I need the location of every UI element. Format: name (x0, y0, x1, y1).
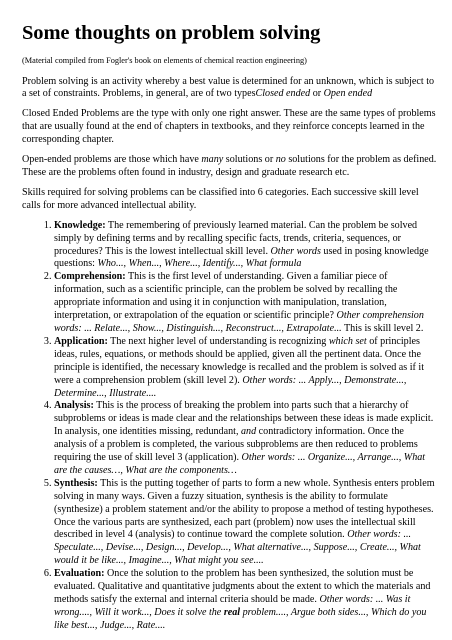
skill-level-name: Comprehension: (54, 271, 126, 283)
skill-level-evaluation (54, 568, 438, 633)
skill-level-words-label: and (241, 426, 257, 438)
skill-level-words: Other words: ... Speculate..., Devise..., Design..., Develop..., What alternative..., Suppose..., Create..., What would it be like..., Imagine..., What might you see.... (54, 529, 421, 567)
open-ended-text-2: solutions or (223, 154, 276, 166)
skill-level-text: The next higher level of understanding is recognizing (107, 335, 329, 347)
page-title: Some thoughts on problem solving (22, 22, 321, 44)
skill-level-text: : (78, 322, 85, 334)
open-ended-many: many (201, 154, 224, 166)
skills-intro-paragraph: Skills required for solving problems can be classified into 6 categories. Each successive skill level calls for more advanced intellectual ability. (22, 186, 419, 211)
intro-paragraph (22, 76, 438, 102)
skill-level-name: Evaluation: (54, 568, 105, 580)
skill-level-text: of principles ideas, rules, equations, or methods should be applied, given all the pertinent data. Once the principle is identified, the necessary knowledge is recalled and the problem is solved as if it were a comprehension problem (skill level 2). (54, 335, 424, 386)
skill-level-words: Other words: ... Was it wrong...., Will it work..., Does it solve the (54, 594, 411, 618)
skill-level-text: contradictory information. Once the analysis of a problem is completed, the various subproblems are then reduced to problems requiring the use of skill level 3 (application). (54, 426, 418, 464)
skill-level-text: This is the putting together of parts to form a new whole. Synthesis enters problem solving in many ways. Given a fuzzy situation, synthesis is the ability to formulate (synthesize) a problem statement and/or the ability to propose a method of testing hypotheses. Once the various parts are synthesized, each part (problem) now uses the intellectual skill described in level 4 (analysis) to continue toward the complete solution. (54, 477, 435, 541)
closed-ended-paragraph: Closed Ended Problems are the type with only one right answer. These are the same types of problems that are usually found at the end of chapters in textbooks, and they reinforce concepts learned in the corresponding chapter. (22, 108, 436, 146)
skill-level-words-label: Other comprehension words (54, 310, 424, 334)
skill-level-text: This is the process of breaking the problem into parts such that a hierarchy of subproblems or ideas is made clear and the relationships between these ideas is made explicit. In analysis, one identities missing, redundant, (54, 400, 434, 438)
open-ended-text-1: Open-ended problems are those which have (22, 154, 202, 166)
skill-level-words: Other words: ... Organize..., Arrange..., What are the causes…, What are the components… (54, 452, 426, 476)
skill-level-emphasis: real (223, 606, 241, 618)
skill-level-name: Synthesis: (54, 477, 98, 489)
skill-level-analysis (54, 400, 438, 477)
source-note: (Material compiled from Fogler's book on elements of chemical reaction engineering) (22, 55, 307, 65)
open-ended-term: Open ended (323, 88, 373, 100)
skill-level-comprehension (54, 271, 438, 336)
closed-ended-term: Closed ended (255, 88, 311, 100)
open-ended-no: no (275, 154, 286, 166)
skill-level-name: Application: (54, 335, 108, 347)
skill-level-synthesis (54, 478, 438, 568)
skill-level-words: problem...., Argue both sides..., Which do you like best..., Judge..., Rate.... (54, 606, 427, 631)
skill-level-text: Once the solution to the problem has been synthesized, the solution must be evaluated. Qualitative and quantitative judgments about the extent to which the materials and methods satisfy the external and internal criteria should be made. (54, 568, 431, 605)
skill-level-application (54, 336, 438, 401)
skill-level-knowledge (54, 220, 438, 272)
skill-level-words: Who..., When..., Where..., Identify..., What formula (97, 258, 302, 270)
skill-levels-list (22, 220, 438, 633)
skill-level-words-label: Other words (270, 245, 321, 257)
skill-level-words-label: which set (328, 335, 367, 347)
skill-level-text: This is the first level of understanding. Given a familiar piece of information, such as a scientific principle, can the problem be solved by recalling the appropriate information and using it in conjunction with manipulation, translation, interpretation, or extrapolation of the equation or scientific principle? (54, 271, 398, 322)
open-ended-text-3: solutions for the problem as defined. These are the problems often found in industry, design and graduate research etc. (22, 154, 437, 178)
intro-text: Problem solving is an activity whereby a best value is determined for an unknown, which is subject to a set of constraints. Problems, in general, are of two types (22, 75, 435, 100)
skill-level-words: ... Relate..., Show..., Distinguish..., Reconstruct..., Extrapolate... (84, 322, 342, 334)
skill-level-name: Knowledge: (54, 219, 106, 231)
skill-level-name: Analysis: (54, 400, 94, 412)
intro-or: or (310, 88, 324, 100)
open-ended-paragraph (22, 154, 438, 180)
skill-level-text: used in posing knowledge questions: (54, 245, 429, 270)
skill-level-text: This is skill level 2. (341, 322, 424, 334)
skill-level-words: Other words: ... Apply..., Demonstrate..., Determine..., Illustrate.... (54, 374, 407, 399)
skill-level-text: The remembering of previously learned material. Can the problem be solved simply by defining terms and by recalling specific facts, trends, criteria, sequences, or procedures? This is the lowest intellectual skill level. (54, 219, 418, 257)
